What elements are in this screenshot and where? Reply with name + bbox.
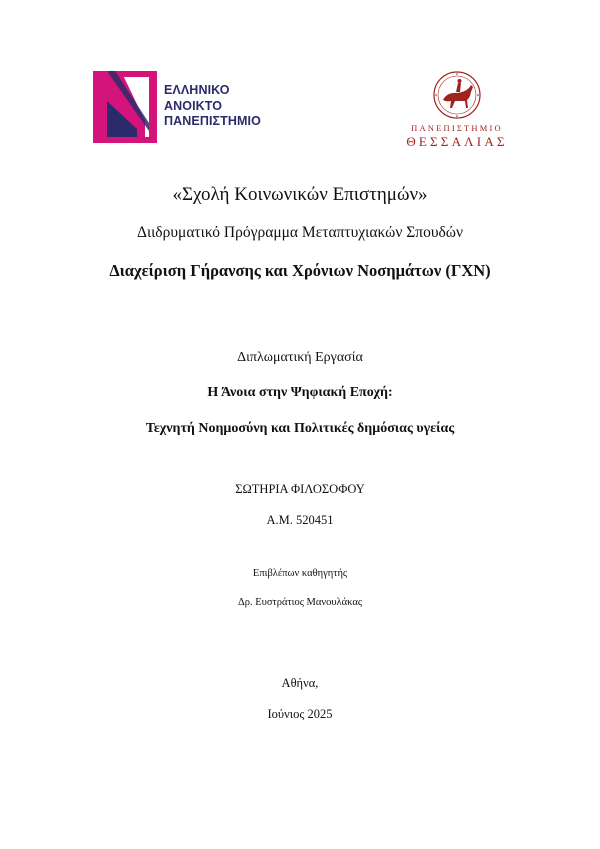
program-name: Διιδρυματικό Πρόγραμμα Μεταπτυχιακών Σπουδών [136, 224, 464, 241]
uth-logo-line1: ΠΑΝΕΠΙΣΤΗΜΙΟ [411, 123, 503, 133]
hou-logo-line: ΠΑΝΕΠΙΣΤΗΜΙΟ [164, 114, 261, 128]
supervisor-label: Επιβλέπων καθηγητής [252, 568, 348, 579]
uth-logo-line2: ΘΕΣΣΑΛΙΑΣ [406, 134, 508, 149]
city: Αθήνα, [281, 676, 319, 690]
date: Ιούνιος 2025 [267, 707, 333, 721]
uth-logo [392, 70, 522, 150]
document-type: Διπλωματική Εργασία [237, 350, 363, 365]
registration-number: Α.Μ. 520451 [266, 513, 334, 527]
supervisor-name: Δρ. Ευστράτιος Μανουλάκας [237, 597, 363, 608]
hou-logo [93, 71, 283, 143]
hou-logo-line: ΑΝΟΙΚΤΟ [164, 98, 223, 113]
hou-logo-text [164, 83, 261, 130]
thesis-title-line1: Η Άνοια στην Ψηφιακή Εποχή: [207, 385, 393, 400]
hou-logo-line: ΕΛΛΗΝΙΚΟ [164, 83, 230, 97]
student-name: ΣΩΤΗΡΙΑ ΦΙΛΟΣΟΦΟΥ [235, 482, 365, 496]
horse-rider-seal-icon [425, 70, 489, 120]
thesis-title-line2: Τεχνητή Νοημοσύνη και Πολιτικές δημόσιας υγείας [145, 421, 455, 436]
hou-emblem-icon [93, 71, 157, 143]
course-name: Διαχείριση Γήρανσης και Χρόνιων Νοσημάτων (ΓΧΝ) [109, 261, 491, 280]
school-name: «Σχολή Κοινωνικών Επιστημών» [172, 184, 428, 205]
